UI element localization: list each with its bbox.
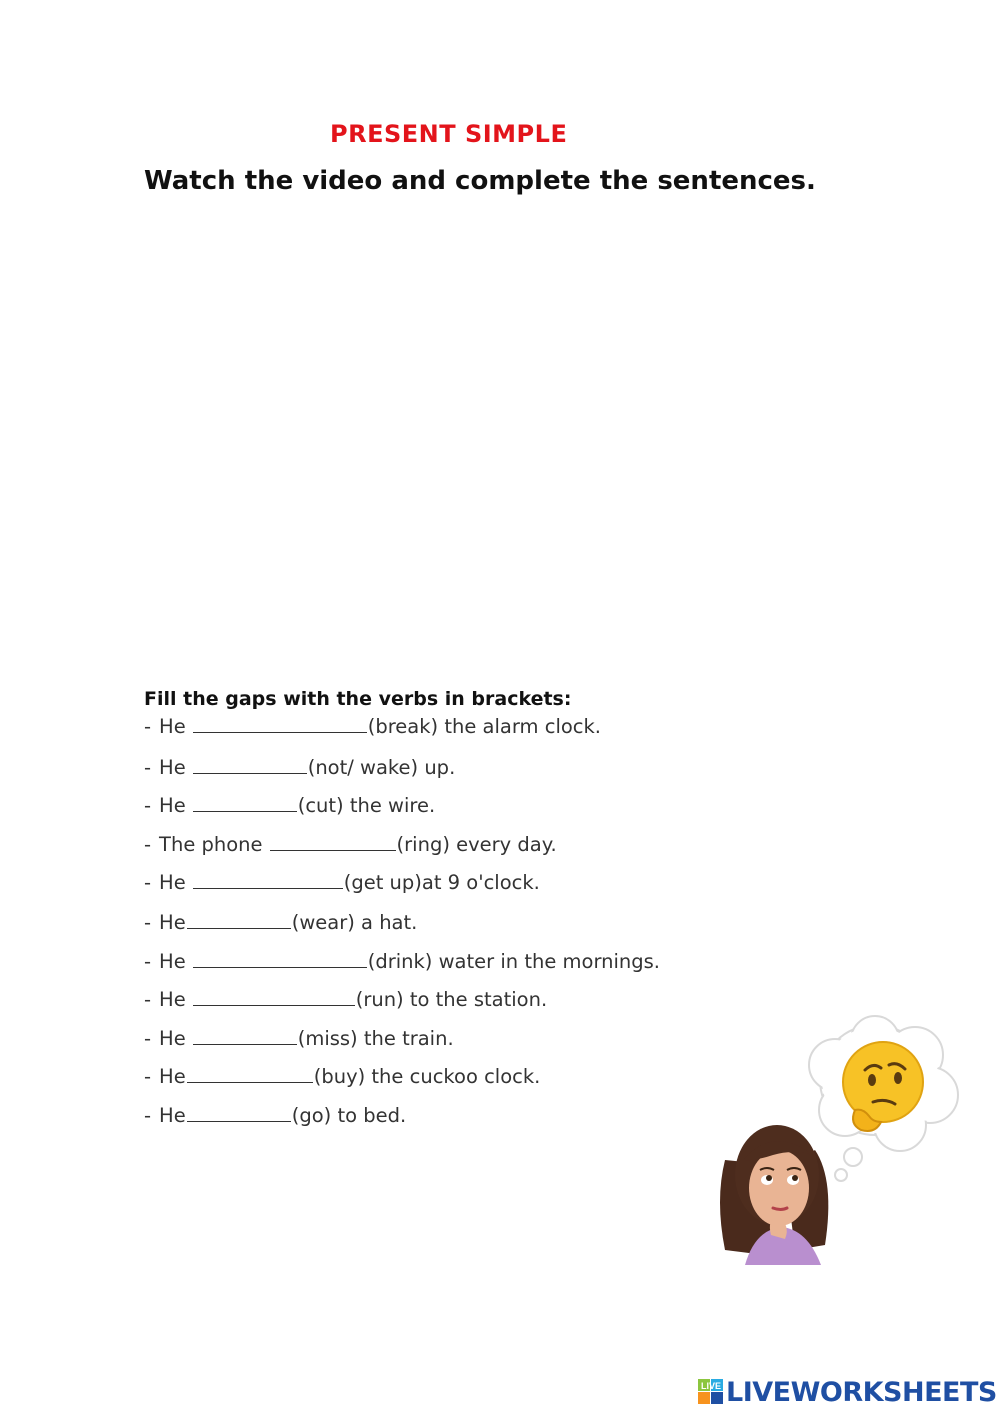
instruction-text: Watch the video and complete the sentences. <box>144 166 816 196</box>
sentence-8: - He (run) to the station. <box>144 988 548 1011</box>
answer-gap-4[interactable] <box>270 832 396 851</box>
liveworksheets-logo-icon <box>698 1379 724 1405</box>
worksheet-title: PRESENT SIMPLE <box>330 120 568 148</box>
exercise-heading: Fill the gaps with the verbs in brackets: <box>144 688 572 710</box>
video-placeholder[interactable] <box>144 215 844 655</box>
sentence-4: - The phone (ring) every day. <box>144 833 557 856</box>
answer-gap-7[interactable] <box>193 949 367 968</box>
sentence-10: - He (buy) the cuckoo clock. <box>144 1065 541 1088</box>
answer-gap-11[interactable] <box>187 1103 291 1122</box>
thinking-avatar-illustration <box>705 1010 970 1275</box>
brand-name: LIVEWORKSHEETS <box>726 1376 997 1408</box>
sentence-7: - He (drink) water in the mornings. <box>144 950 660 973</box>
sentence-9: - He (miss) the train. <box>144 1027 454 1050</box>
girl-avatar-icon <box>720 1125 828 1265</box>
sentence-3: - He (cut) the wire. <box>144 794 436 817</box>
answer-gap-3[interactable] <box>193 793 297 812</box>
answer-gap-1[interactable] <box>193 714 367 733</box>
answer-gap-2[interactable] <box>193 755 307 774</box>
sentence-5: - He (get up)at 9 o'clock. <box>144 871 540 894</box>
answer-gap-6[interactable] <box>187 910 291 929</box>
answer-gap-5[interactable] <box>193 870 343 889</box>
svg-text:LIVE: LIVE <box>701 1381 722 1391</box>
sentence-11: - He (go) to bed. <box>144 1104 407 1127</box>
sentence-6: - He (wear) a hat. <box>144 911 418 934</box>
sentence-1: - He (break) the alarm clock. <box>144 715 602 738</box>
sentence-2: - He (not/ wake) up. <box>144 756 456 779</box>
answer-gap-10[interactable] <box>187 1064 313 1083</box>
liveworksheets-brand[interactable] <box>698 1377 997 1407</box>
answer-gap-9[interactable] <box>193 1026 297 1045</box>
answer-gap-8[interactable] <box>193 987 355 1006</box>
